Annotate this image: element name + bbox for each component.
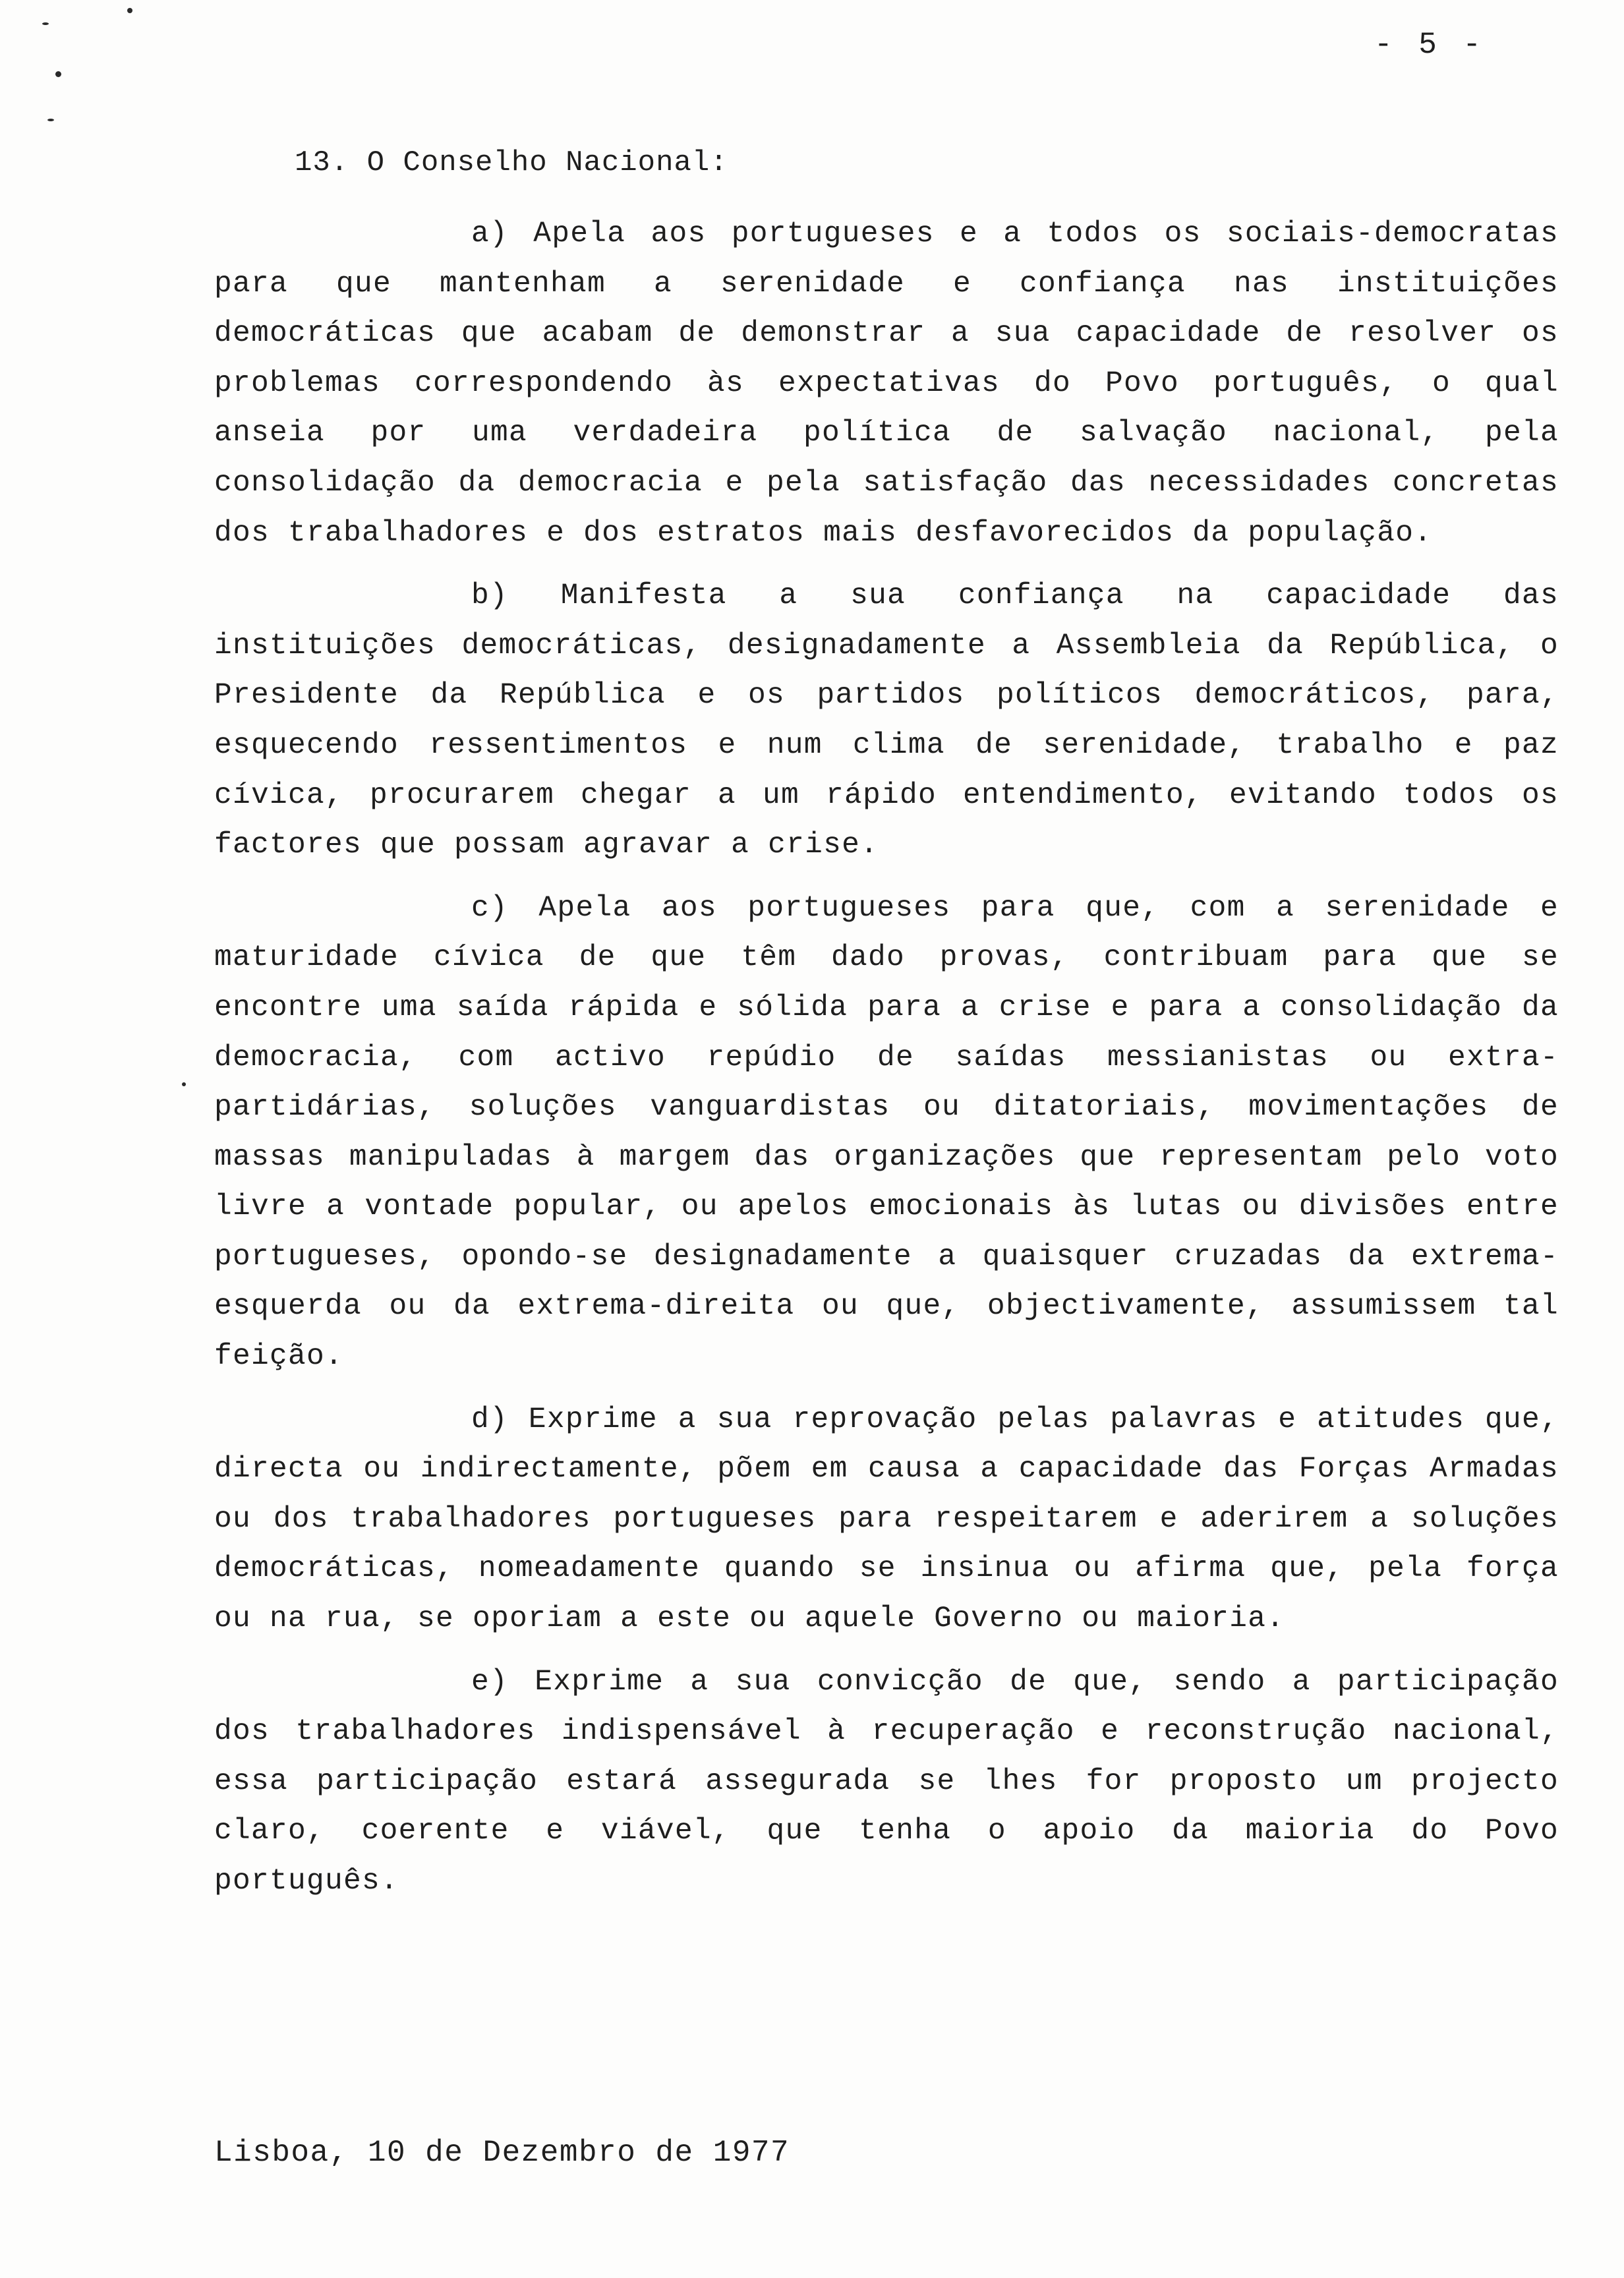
section-heading: 13. O Conselho Nacional: <box>295 146 728 179</box>
scan-speck <box>47 119 54 121</box>
clause-a: a) Apela aos portugueses e a todos os sociais-democratas para que mantenham a serenidade e confiança nas instituições democráticas que acabam de demonstrar a sua capacidade de resolver os problemas correspondendo às expectativas do Povo português, o qual anseia por uma verdadeira política de salvação nacional, pela consolidação da democracia e pela satisfação das necessidades concretas dos trabalhadores e dos estratos mais desfavorecidos da população. <box>214 218 1559 550</box>
scan-speck <box>42 22 49 25</box>
clause-c: c) Apela aos portugueses para que, com a serenidade e maturidade cívica de que têm dado provas, contribuam para que se encontre uma saída rápida e sólida para a crise e para a consolidação da democracia, com activo repúdio de saídas messianistas ou extra-partidárias, soluções vanguardistas ou ditatoriais, movimentações de massas manipuladas à margem das organizações que representam pelo voto livre a vontade popular, ou apelos emocionais às lutas ou divisões entre portugueses, opondo-se designadamente a quaisquer cruzadas da extrema-esquerda ou da extrema-direita ou que, objectivamente, assumissem tal feição. <box>214 891 1559 1374</box>
clause-list <box>214 210 1559 1920</box>
clause-e: e) Exprime a sua convicção de que, sendo a participação dos trabalhadores indispensável à recuperação e reconstrução nacional, essa participação estará assegurada se lhes for proposto um projecto claro, coerente e viável, que tenha o apoio da maioria do Povo português. <box>214 1665 1559 1898</box>
place-and-date: Lisboa, 10 de Dezembro de 1977 <box>214 2136 790 2170</box>
page-number: - 5 - <box>1374 28 1486 62</box>
clause-b: b) Manifesta a sua confiança na capacidade das instituições democráticas, designadamente a Assembleia da República, o Presidente da República e os partidos políticos democráticos, para, esquecendo ressentimentos e num clima de serenidade, trabalho e paz cívica, procurarem chegar a um rápido entendimento, evitando todos os factores que possam agravar a crise. <box>214 579 1559 862</box>
scan-speck <box>55 71 61 77</box>
clause-d: d) Exprime a sua reprovação pelas palavras e atitudes que, directa ou indirectamente, põem em causa a capacidade das Forças Armadas ou dos trabalhadores portugueses para respeitarem e aderirem a soluções democráticas, nomeadamente quando se insinua ou afirma que, pela força ou na rua, se oporiam a este ou aquele Governo ou maioria. <box>214 1403 1559 1636</box>
scan-speck <box>127 8 132 13</box>
scan-speck <box>182 1082 186 1086</box>
